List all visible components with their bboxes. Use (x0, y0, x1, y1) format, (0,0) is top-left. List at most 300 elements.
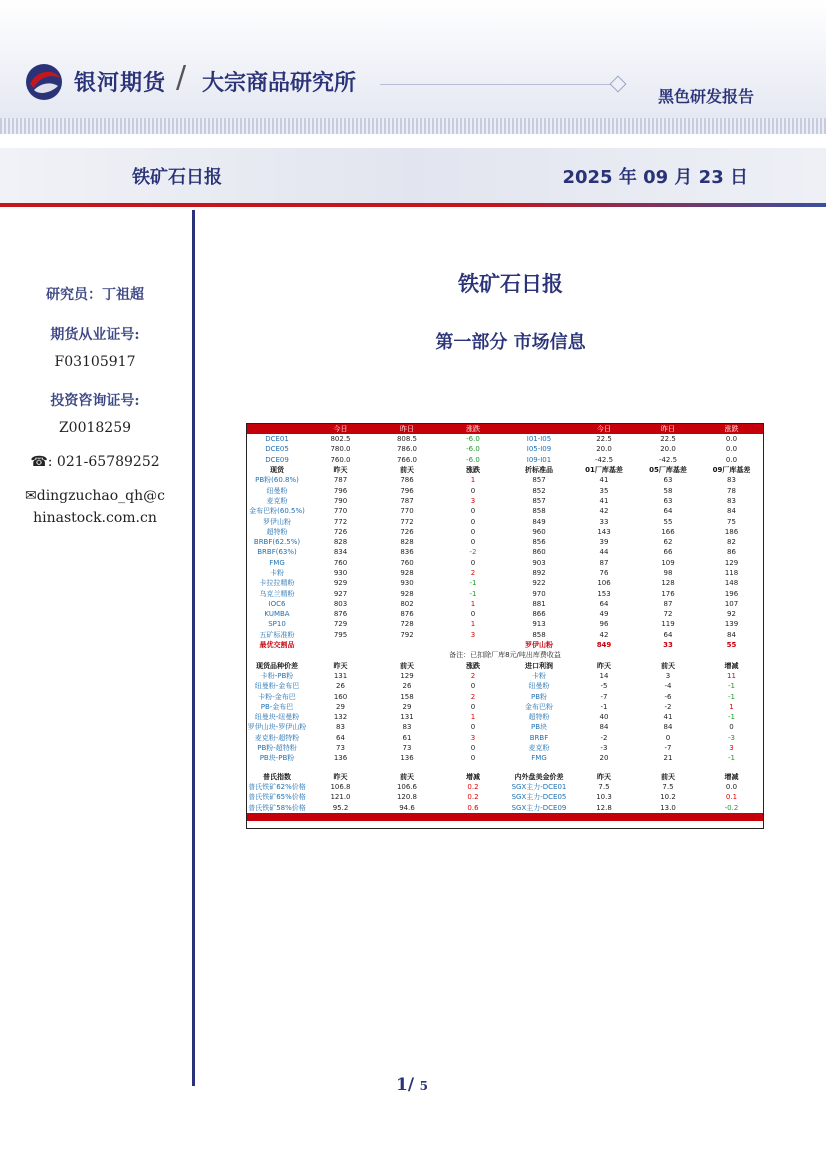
table-cell: 86 (727, 548, 736, 557)
table-cell: 1 (470, 476, 476, 485)
table-cell: I01-I05 (526, 435, 552, 444)
table-cell: SGX主力-DCE05 (511, 793, 567, 802)
spot-row (247, 496, 763, 506)
table-cell: 今日 (307, 424, 374, 434)
spot-row (247, 527, 763, 537)
table-cell: 176 (661, 589, 675, 598)
page-header (0, 0, 826, 210)
table-cell: 纽曼粉 (266, 486, 288, 495)
table-cell: 922 (532, 579, 546, 588)
table-cell: 87 (599, 558, 609, 567)
table-cell: 前天 (661, 661, 675, 670)
table-cell: 26 (402, 682, 412, 691)
table-cell: 12.8 (596, 803, 612, 812)
table-cell: 卡粉-金布巴 (258, 692, 296, 701)
table-cell: PB粉 (530, 692, 548, 701)
table-cell: 超特粉 (266, 527, 288, 536)
table-cell: 21 (663, 754, 673, 763)
table-cell: -2 (664, 702, 672, 711)
table-cell: -6.0 (466, 435, 480, 444)
table-cell (374, 813, 440, 821)
table-cell: -1 (728, 754, 735, 763)
table-cell: 109 (661, 558, 675, 567)
table-cell: 1 (470, 620, 476, 629)
spot-row (247, 475, 763, 485)
table-cell: 42 (599, 507, 609, 516)
table-note: 备注：已扣除厂库8元/吨出库费收益 (449, 651, 561, 660)
spread-row (247, 712, 763, 722)
table-cell: 84 (727, 630, 736, 639)
spot-row (247, 588, 763, 598)
table-cell: 876 (400, 610, 414, 619)
market-table (247, 424, 763, 821)
table-cell (374, 764, 440, 772)
table-cell: 82 (727, 538, 736, 547)
table-cell: 856 (532, 538, 546, 547)
table-cell: 0.0 (725, 782, 738, 791)
section-header-row (247, 465, 763, 475)
table-cell: 前天 (661, 772, 675, 781)
futures-row (247, 455, 763, 465)
table-cell (440, 764, 506, 772)
table-cell: 913 (532, 620, 546, 629)
table-cell: 进口利润 (525, 661, 553, 670)
table-cell: 828 (333, 538, 348, 547)
table-cell: 2 (470, 569, 476, 577)
table-cell: 64 (599, 599, 609, 608)
table-cell: 876 (333, 610, 348, 619)
company-logo (24, 62, 64, 102)
table-cell: 928 (400, 589, 414, 598)
table-cell: 五矿标准粉 (259, 630, 295, 639)
table-cell: 795 (333, 630, 348, 639)
table-cell: -4 (664, 682, 672, 691)
brand-separator: / (176, 60, 187, 95)
table-cell (636, 813, 700, 821)
table-cell: 87 (663, 599, 673, 608)
table-cell: 0.2 (467, 782, 479, 791)
table-cell: 729 (333, 620, 348, 629)
table-cell: 760 (400, 558, 414, 567)
table-cell: 麦克粉 (528, 744, 550, 753)
institute-name: 大宗商品研究所 (202, 71, 357, 96)
spot-row (247, 619, 763, 629)
table-cell: 770 (333, 507, 348, 516)
table-cell: -2 (600, 733, 608, 742)
table-cell: -42.5 (594, 455, 614, 464)
table-cell: 928 (400, 569, 414, 577)
table-cell: 95.2 (332, 803, 349, 812)
table-cell: 64 (663, 507, 673, 516)
email-line-1[interactable]: ✉dingzuchao_qh@c (25, 488, 165, 504)
spread-row (247, 681, 763, 691)
spread-row (247, 671, 763, 681)
table-cell: 昨天 (597, 661, 611, 670)
table-cell: 涨跌 (440, 424, 506, 434)
table-cell: I09-I01 (526, 455, 552, 464)
table-cell: 84 (599, 723, 609, 732)
cert-value: F03105917 (54, 354, 136, 370)
table-cell: 41 (599, 476, 609, 485)
table-cell: 涨跌 (466, 661, 480, 670)
table-cell: 802 (400, 599, 414, 608)
table-cell: DCE09 (265, 455, 289, 464)
table-cell: 20 (599, 754, 609, 763)
spot-row (247, 630, 763, 640)
table-cell: 857 (532, 496, 546, 505)
table-cell: 802.5 (330, 435, 351, 444)
table-cell: 139 (724, 620, 739, 629)
table-cell: 772 (333, 517, 348, 526)
table-cell: 内外盘美金价差 (514, 772, 564, 781)
table-cell: 58 (663, 486, 673, 495)
spot-row (247, 599, 763, 609)
table-cell: -3 (728, 733, 735, 742)
table-cell: 0 (470, 538, 476, 547)
table-cell: 0.6 (467, 803, 479, 812)
table-cell: SGX主力-DCE09 (511, 803, 567, 812)
table-cell: 55 (726, 641, 737, 650)
table-cell: 186 (724, 527, 739, 536)
table-cell: 卡拉拉精粉 (259, 579, 295, 588)
table-cell: 1 (470, 713, 476, 722)
table-cell: 107 (724, 599, 739, 608)
index-row (247, 782, 763, 792)
table-cell: 790 (333, 496, 348, 505)
table-cell: 现货品种价差 (256, 661, 298, 670)
table-cell: -1 (469, 589, 477, 598)
table-cell: DCE05 (265, 445, 289, 454)
table-cell: 昨天 (333, 772, 348, 781)
table-cell: 涨跌 (700, 424, 763, 434)
table-cell: 834 (333, 548, 348, 557)
table-cell: 129 (724, 558, 739, 567)
page-title: 铁矿石日报 (458, 271, 563, 296)
table-cell: 196 (724, 589, 739, 598)
table-cell: 普氏铁矿58%价格 (248, 803, 306, 812)
table-cell: -1 (728, 682, 735, 691)
table-cell: 760 (333, 558, 348, 567)
table-cell: 罗伊山块-罗伊山粉 (247, 723, 307, 732)
table-cell: BRBF(62.5%) (253, 538, 301, 547)
table-cell: 41 (663, 713, 673, 722)
table-cell (636, 764, 700, 772)
table-cell: 前天 (400, 466, 414, 475)
table-cell: 增减 (724, 772, 739, 781)
table-cell: 970 (532, 589, 546, 598)
table-cell: 09厂库基差 (712, 466, 751, 475)
section-header-row (247, 772, 763, 782)
table-cell: -6 (664, 692, 672, 701)
table-cell: 0 (470, 610, 476, 619)
table-cell: 35 (599, 486, 609, 495)
table-cell: 纽曼块-纽曼粉 (254, 713, 300, 722)
table-cell: FMG (269, 558, 285, 567)
table-cell: 158 (400, 692, 414, 701)
futures-row (247, 434, 763, 444)
table-cell: 增减 (724, 661, 739, 670)
table-cell: 849 (596, 641, 612, 650)
table-cell: 金布巴粉(60.5%) (249, 507, 305, 516)
table-cell: 94.6 (399, 803, 415, 812)
table-cell: 1 (729, 702, 734, 711)
table-cell: SP10 (268, 620, 286, 629)
report-type: 黑色研发报告 (657, 87, 754, 106)
header-band (0, 0, 826, 130)
table-cell: 770 (400, 507, 414, 516)
table-cell: 10.2 (660, 793, 676, 802)
table-cell: 昨日 (374, 424, 440, 434)
table-cell: 930 (333, 569, 348, 577)
table-cell: 涨跌 (466, 466, 480, 475)
table-cell: 33 (599, 517, 609, 526)
table-cell: 866 (532, 610, 546, 619)
table-cell: 3 (470, 630, 476, 639)
table-cell: 960 (532, 527, 546, 536)
table-cell: 929 (333, 579, 348, 588)
table-cell: 普氏铁矿62%价格 (248, 782, 306, 791)
section-title: 第一部分 市场信息 (435, 332, 586, 353)
table-cell: 881 (532, 599, 546, 608)
table-cell: 麦克粉-超特粉 (254, 733, 300, 742)
table-cell: 折标准品 (525, 466, 553, 475)
spot-row (247, 578, 763, 588)
table-cell: -6.0 (466, 455, 480, 464)
page-total: 5 (419, 1079, 428, 1093)
table-cell: 0 (665, 733, 671, 742)
table-cell: 927 (333, 589, 348, 598)
table-cell: 卡粉 (532, 671, 546, 680)
table-cell: 纽曼粉 (528, 682, 550, 691)
table-cell: 41 (599, 496, 609, 505)
table-cell: 787 (333, 476, 348, 485)
table-cell: 160 (333, 692, 348, 701)
table-cell: 136 (333, 754, 348, 763)
table-cell: DCE01 (265, 435, 289, 444)
table-cell (700, 813, 763, 821)
best-delivery-row (247, 640, 763, 650)
table-cell: 0.1 (725, 793, 738, 802)
table-cell: 726 (400, 527, 414, 536)
table-cell: 3 (729, 744, 734, 753)
table-cell: 0 (470, 527, 476, 536)
table-cell: 858 (532, 507, 546, 516)
table-cell: 136 (400, 754, 414, 763)
table-cell: 62 (663, 538, 673, 547)
table-cell: 0.0 (725, 445, 738, 454)
spot-row (247, 516, 763, 526)
table-cell: 760.0 (330, 455, 351, 464)
table-cell: -1 (600, 702, 608, 711)
market-data-table (246, 423, 764, 829)
note-row (247, 650, 763, 660)
table-cell (506, 764, 572, 772)
table-cell: 29 (402, 702, 412, 711)
table-cell: 766.0 (396, 455, 418, 464)
table-cell: 78 (727, 486, 736, 495)
page-current: 1/ (396, 1075, 415, 1095)
table-cell: -1 (728, 692, 735, 701)
table-cell: 803 (333, 599, 348, 608)
table-cell: 现货 (270, 466, 284, 475)
header-divider (0, 203, 826, 207)
table-cell: -1 (728, 713, 735, 722)
table-cell: 昨天 (333, 466, 348, 475)
footer-bar-row (247, 813, 763, 821)
table-cell: -3 (600, 744, 608, 753)
table-cell: 84 (727, 507, 736, 516)
table-cell: 纽曼粉-金布巴 (254, 682, 300, 691)
table-cell: 11 (727, 671, 736, 680)
table-cell: 83 (336, 723, 345, 732)
table-cell: 828 (400, 538, 414, 547)
table-cell: 780.0 (330, 445, 351, 454)
table-cell: SGX主力-DCE01 (511, 782, 567, 791)
table-cell: 7.5 (662, 782, 674, 791)
table-cell: 昨天 (333, 661, 348, 670)
table-cell: 2 (470, 671, 476, 680)
table-cell: 普氏指数 (263, 772, 291, 781)
brand-name: 银河期货 (74, 71, 167, 96)
index-row (247, 792, 763, 802)
spot-row (247, 568, 763, 578)
spot-row (247, 547, 763, 557)
spot-row (247, 609, 763, 619)
table-cell: I05-I09 (526, 445, 552, 454)
header-row (247, 424, 763, 434)
table-cell: 卡粉-PB粉 (260, 671, 294, 680)
table-cell (247, 764, 307, 772)
table-cell: 153 (597, 589, 611, 598)
table-cell: 42 (599, 630, 609, 639)
table-cell: 64 (336, 733, 345, 742)
table-cell: -7 (664, 744, 672, 753)
table-cell: 930 (400, 579, 414, 588)
spot-row (247, 506, 763, 516)
table-cell: 22.5 (596, 435, 612, 444)
table-cell: 106 (597, 579, 611, 588)
table-cell: 01厂库基差 (585, 466, 623, 475)
table-cell: 7.5 (598, 782, 610, 791)
table-cell: 0 (470, 744, 476, 753)
table-cell: 66 (663, 548, 673, 557)
table-cell: 1 (470, 599, 476, 608)
table-cell: 796 (400, 486, 414, 495)
spread-row (247, 753, 763, 763)
table-cell (247, 424, 307, 434)
section-header-row (247, 661, 763, 671)
table-cell: 29 (336, 702, 345, 711)
table-cell: 786.0 (396, 445, 418, 454)
table-cell: 849 (532, 517, 546, 526)
table-cell: 0 (470, 702, 476, 711)
table-cell: 13.0 (660, 803, 676, 812)
table-cell: 786 (400, 476, 414, 485)
spread-row (247, 702, 763, 712)
table-cell: 超特粉 (528, 713, 550, 722)
table-cell: 76 (599, 569, 609, 577)
table-cell: 852 (532, 486, 546, 495)
table-cell: 128 (661, 579, 675, 588)
table-cell (307, 640, 374, 650)
table-cell: 14 (599, 671, 609, 680)
table-cell: 增减 (466, 772, 480, 781)
table-cell: 75 (727, 517, 736, 526)
table-cell: 2 (470, 692, 476, 701)
table-cell: 3 (470, 496, 476, 505)
table-cell: 131 (333, 671, 348, 680)
table-cell: 728 (400, 620, 414, 629)
table-cell: 796 (333, 486, 348, 495)
spread-row (247, 733, 763, 743)
table-cell: 0 (470, 486, 476, 495)
table-cell: PB粉-超特粉 (257, 744, 297, 753)
table-cell: 63 (663, 476, 673, 485)
table-cell: 10.3 (596, 793, 612, 802)
table-cell (572, 813, 636, 821)
table-cell: 119 (661, 620, 675, 629)
table-cell: PB粉(60.8%) (255, 476, 299, 485)
table-cell: 121.0 (330, 793, 351, 802)
table-cell: 131 (400, 713, 414, 722)
table-cell (247, 813, 307, 821)
table-cell: 49 (599, 610, 609, 619)
table-cell: 40 (599, 713, 609, 722)
table-cell: 44 (599, 548, 609, 557)
table-cell: 118 (724, 569, 739, 577)
table-cell: 787 (400, 496, 414, 505)
advisor-label: 投资咨询证号: (50, 393, 140, 409)
header-doc-title: 铁矿石日报 (132, 167, 222, 188)
futures-row (247, 444, 763, 454)
table-cell: 166 (661, 527, 675, 536)
spread-row (247, 743, 763, 753)
table-cell: 0.0 (725, 455, 738, 464)
phone-number: ☎: 021-65789252 (30, 454, 160, 470)
table-cell: 26 (336, 682, 345, 691)
index-row (247, 802, 763, 812)
table-cell: -42.5 (658, 455, 678, 464)
table-cell: BRBF(63%) (257, 548, 297, 557)
spacer-row (247, 764, 763, 772)
table-cell: 792 (400, 630, 414, 639)
table-cell (307, 764, 374, 772)
table-cell: 73 (336, 744, 345, 753)
table-cell: 最优交割品 (259, 641, 295, 650)
researcher-name: 研究员：丁祖超 (46, 287, 144, 303)
table-cell: 0 (470, 507, 476, 516)
table-cell (506, 424, 572, 434)
header-rule (380, 84, 616, 85)
table-cell: PB-金布巴 (260, 702, 294, 711)
table-cell: 0.2 (467, 793, 479, 802)
table-cell: 3 (470, 733, 476, 742)
table-cell: 卡粉 (270, 569, 284, 577)
table-cell: 860 (532, 548, 546, 557)
header-stripes (0, 118, 826, 134)
spot-row (247, 537, 763, 547)
table-cell: 63 (663, 496, 673, 505)
table-cell: 39 (599, 538, 609, 547)
email-line-2[interactable]: hinastock.com.cn (33, 510, 157, 526)
table-cell: 3 (665, 671, 671, 680)
table-cell: -7 (600, 692, 608, 701)
table-cell: 98 (663, 569, 673, 577)
table-cell: 836 (400, 548, 414, 557)
table-cell: KUMBA (264, 610, 290, 619)
table-cell: 808.5 (396, 435, 418, 444)
header-date: 2025 年 09 月 23 日 (562, 167, 748, 188)
